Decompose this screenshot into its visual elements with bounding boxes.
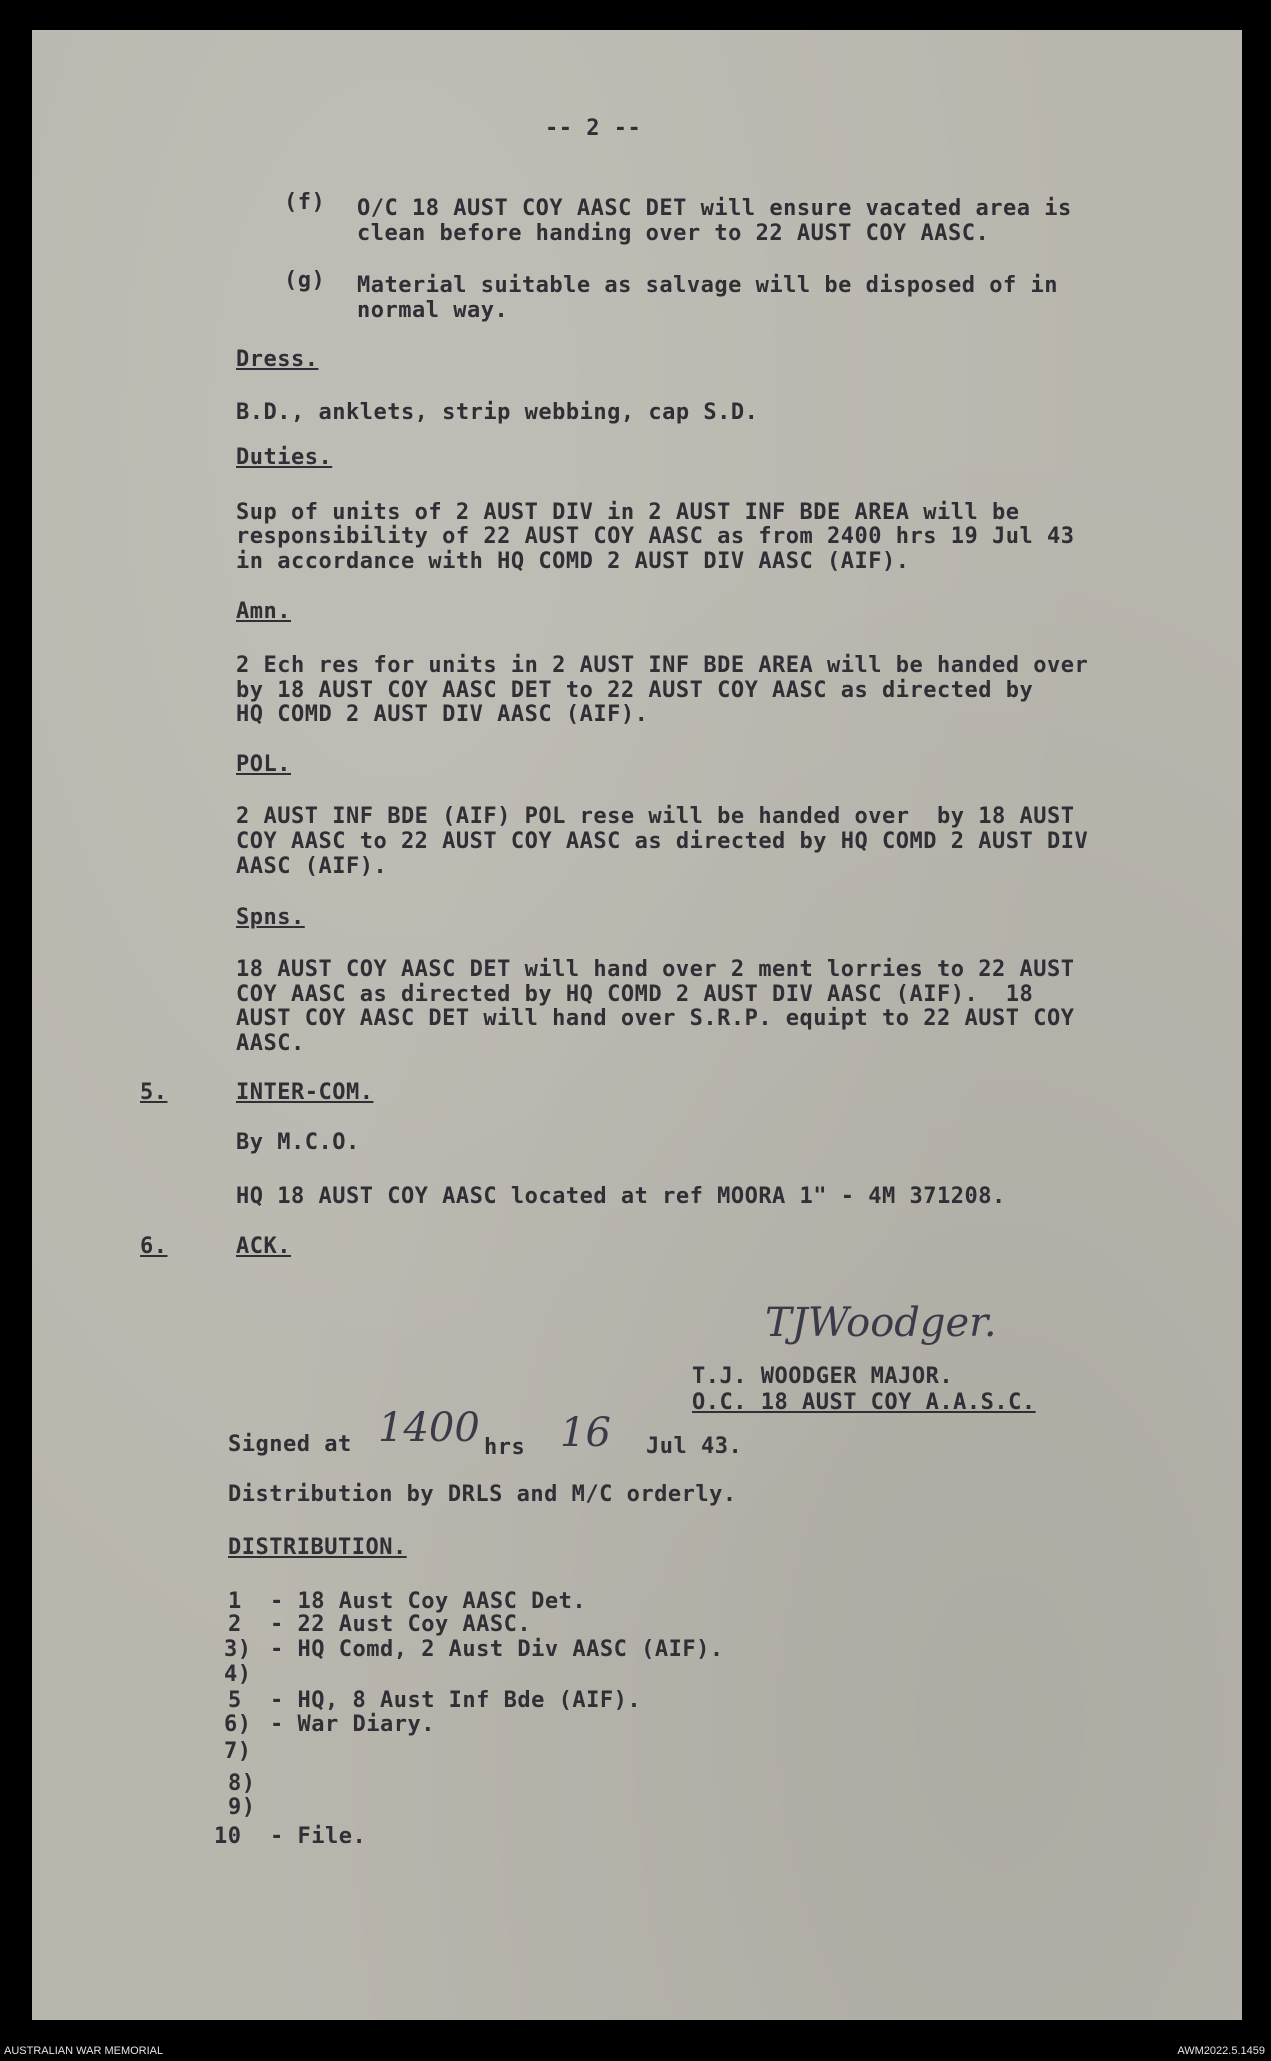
item-line: normal way. (357, 298, 509, 323)
distribution-num: 9) (228, 1795, 256, 1820)
distribution-num: 7) (224, 1739, 252, 1764)
paragraph-line: COY AASC to 22 AUST COY AASC as directed by HQ COMD 2 AUST DIV (236, 829, 1089, 854)
footer-left: AUSTRALIAN WAR MEMORIAL (4, 2045, 164, 2057)
item-line: O/C 18 AUST COY AASC DET will ensure vacated area is (357, 196, 1072, 221)
handwritten-signature: TJWoodger. (765, 1300, 997, 1346)
distribution-text: - 18 Aust Coy AASC Det. (270, 1589, 587, 1614)
paragraph-line: HQ 18 AUST COY AASC located at ref MOORA 1" - 4M 371208. (236, 1184, 1006, 1209)
paragraph-line: 18 AUST COY AASC DET will hand over 2 ment lorries to 22 AUST (236, 957, 1075, 982)
paragraph-line: in accordance with HQ COMD 2 AUST DIV AASC (AIF). (236, 549, 910, 574)
paragraph-line: 2 Ech res for units in 2 AUST INF BDE AREA will be handed over (236, 653, 1089, 678)
section-heading: Dress. (236, 347, 319, 372)
distribution-num: 3) (224, 1637, 252, 1662)
signed-day: 16 (560, 1410, 611, 1456)
distribution-text: - HQ Comd, 2 Aust Div AASC (AIF). (270, 1637, 724, 1662)
paragraph-line: HQ COMD 2 AUST DIV AASC (AIF). (236, 702, 649, 727)
section-number: 6. (140, 1234, 168, 1259)
item-letter: (g) (284, 268, 326, 293)
paragraph-line: 2 AUST INF BDE (AIF) POL rese will be handed over by 18 AUST (236, 804, 1075, 829)
paragraph-line: AASC (AIF). (236, 854, 388, 879)
section-heading: Duties. (236, 445, 333, 470)
section-number: 5. (140, 1080, 168, 1105)
signed-hrs: hrs (484, 1435, 526, 1460)
distribution-text: - War Diary. (270, 1712, 435, 1737)
distribution-by: Distribution by DRLS and M/C orderly. (228, 1482, 737, 1507)
paragraph-line: by 18 AUST COY AASC DET to 22 AUST COY AASC as directed by (236, 678, 1034, 703)
section-heading: Spns. (236, 905, 305, 930)
paragraph-line: Sup of units of 2 AUST DIV in 2 AUST INF BDE AREA will be (236, 500, 1020, 525)
distribution-text: - 22 Aust Coy AASC. (270, 1612, 532, 1637)
signature-name: T.J. WOODGER MAJOR. (692, 1364, 954, 1389)
paragraph-line: By M.C.O. (236, 1130, 360, 1155)
distribution-heading: DISTRIBUTION. (228, 1535, 407, 1560)
paragraph-line: responsibility of 22 AUST COY AASC as from 2400 hrs 19 Jul 43 (236, 524, 1075, 549)
distribution-num: 6) (224, 1712, 252, 1737)
distribution-num: 1 (228, 1589, 242, 1614)
signed-month: Jul 43. (646, 1434, 743, 1459)
paragraph-line: AASC. (236, 1031, 305, 1056)
paragraph-line: AUST COY AASC DET will hand over S.R.P. equipt to 22 AUST COY (236, 1006, 1075, 1031)
paragraph-line: B.D., anklets, strip webbing, cap S.D. (236, 400, 759, 425)
signed-prefix: Signed at (228, 1432, 352, 1457)
section-heading: ACK. (236, 1234, 291, 1259)
page-number: -- 2 -- (545, 116, 642, 141)
item-line: clean before handing over to 22 AUST COY AASC. (357, 221, 990, 246)
signed-time: 1400 (378, 1405, 480, 1451)
distribution-num: 8) (228, 1771, 256, 1796)
distribution-text: - HQ, 8 Aust Inf Bde (AIF). (270, 1688, 642, 1713)
footer-right: AWM2022.5.1459 (1177, 2045, 1265, 2057)
distribution-text: - File. (270, 1824, 367, 1849)
distribution-num: 10 (214, 1824, 242, 1849)
distribution-num: 5 (228, 1688, 242, 1713)
signature-title: O.C. 18 AUST COY A.A.S.C. (692, 1390, 1036, 1415)
section-heading: POL. (236, 752, 291, 777)
section-heading: INTER-COM. (236, 1080, 374, 1105)
item-line: Material suitable as salvage will be disposed of in (357, 273, 1059, 298)
distribution-num: 2 (228, 1612, 242, 1637)
section-heading: Amn. (236, 599, 291, 624)
distribution-num: 4) (224, 1662, 252, 1687)
paragraph-line: COY AASC as directed by HQ COMD 2 AUST DIV AASC (AIF). 18 (236, 982, 1034, 1007)
item-letter: (f) (284, 190, 326, 215)
